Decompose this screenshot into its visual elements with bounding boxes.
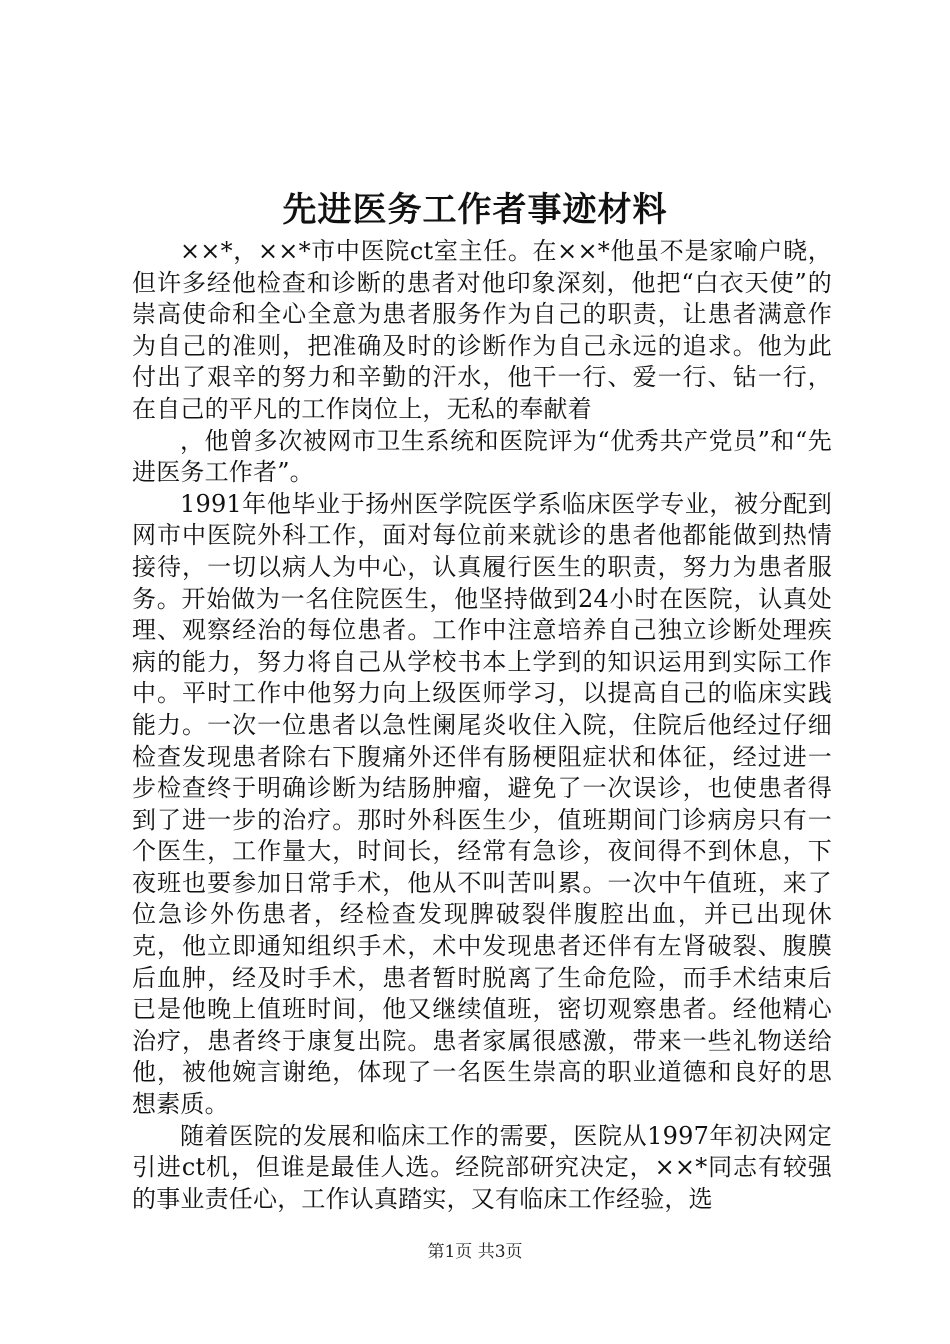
document-title: 先进医务工作者事迹材料 bbox=[282, 190, 668, 230]
paragraph-4: 随着医院的发展和临床工作的需要，医院从1997年初决网定引进ct机，但谁是最佳人选。经院部研究决定，××*同志有较强的事业责任心，工作认真踏实，又有临床工作经验，选 bbox=[132, 1121, 832, 1213]
paragraph-2: ，他曾多次被网市卫生系统和医院评为“优秀共产党员”和“先进医务工作者”。 bbox=[132, 426, 832, 487]
page-footer: 第1页 共3页 bbox=[427, 1242, 523, 1262]
paragraph-1: ××*，××*市中医院ct室主任。在××*他虽不是家喻户晓，但许多经他检查和诊断的患者对他印象深刻，他把“白衣天使”的崇高使命和全心全意为患者服务作为自己的职责，让患者满意作为自己的准则，把准确及时的诊断作为自己永远的追求。他为此付出了艰辛的努力和辛勤的汗水，他干一行、爱一行、钻一行，在自己的平凡的工作岗位上，无私的奉献着 bbox=[132, 237, 832, 423]
paragraph-3: 1991年他毕业于扬州医学院医学系临床医学专业，被分配到网市中医院外科工作，面对每位前来就诊的患者他都能做到热情接待，一切以病人为中心，认真履行医生的职责，努力为患者服务。开始做为一名住院医生，他坚持做到24小时在医院，认真处理、观察经治的每位患者。工作中注意培养自己独立诊断处理疾病的能力，努力将自己从学校书本上学到的知识运用到实际工作中。平时工作中他努力向上级医师学习，以提高自己的临床实践能力。一次一位患者以急性阑尾炎收住入院，住院后他经过仔细检查发现患者除右下腹痛外还伴有肠梗阻症状和体征，经过进一步检查终于明确诊断为结肠肿瘤，避免了一次误诊，也使患者得到了进一步的治疗。那时外科医生少，值班期间门诊病房只有一个医生，工作量大，时间长，经常有急诊，夜间得不到休息，下夜班也要参加日常手术，他从不叫苦叫累。一次中午值班，来了位急诊外伤患者，经检查发现脾破裂伴腹腔出血，并已出现休克，他立即通知组织手术，术中发现患者还伴有左肾破裂、腹膜后血肿，经及时手术，患者暂时脱离了生命危险，而手术结束后已是他晚上值班时间，他又继续值班，密切观察患者。经他精心治疗，患者终于康复出院。患者家属很感激，带来一些礼物送给他，被他婉言谢绝，体现了一名医生崇高的职业道德和良好的思想素质。 bbox=[132, 489, 832, 1119]
document-body bbox=[132, 236, 832, 1215]
